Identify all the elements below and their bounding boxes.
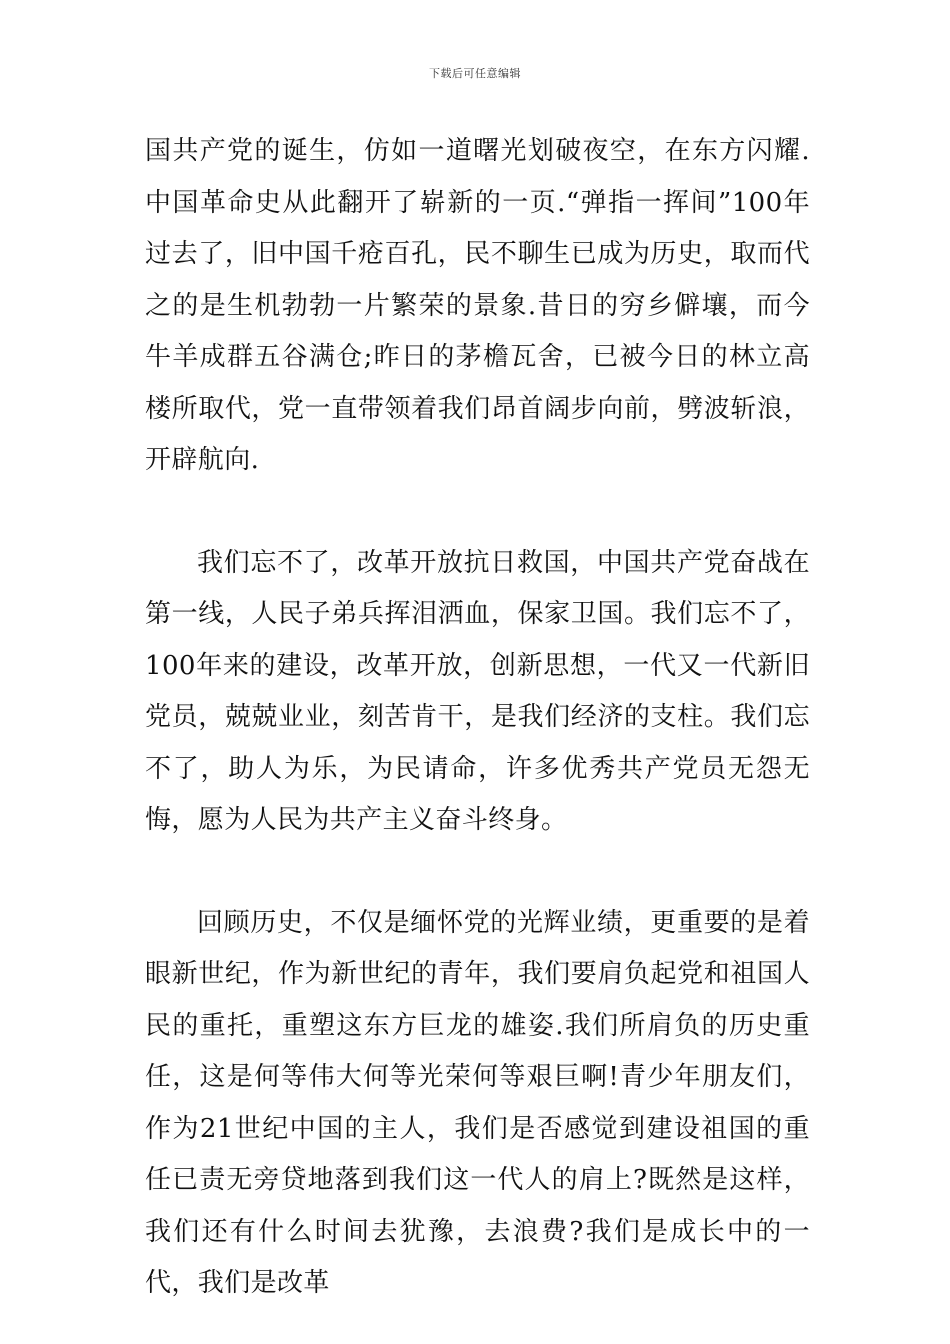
paragraph-3: 回顾历史，不仅是缅怀党的光辉业绩，更重要的是着眼新世纪，作为新世纪的青年，我们要肩负起党和祖国人民的重托，重塑这东方巨龙的雄姿.我们所肩负的历史重任，这是何等伟大何等光荣何等艰巨啊!青少年朋友们，作为21世纪中国的主人，我们是否感觉到建设祖国的重任已责无旁贷地落到我们这一代人的肩上?既然是这样，我们还有什么时间去犹豫，去浪费?我们是成长中的一代，我们是改革	[145, 907, 810, 1298]
page-header: 下载后可任意编辑	[429, 67, 521, 80]
paragraph-spacer	[145, 487, 810, 538]
paragraph-1: 国共产党的诞生，仿如一道曙光划破夜空，在东方闪耀.中国革命史从此翻开了崭新的一页.“弹指一挥间”100年过去了，旧中国千疮百孔，民不聊生已成为历史，取而代之的是生机勃勃一片繁荣的景象.昔日的穷乡僻壤，而今牛羊成群五谷满仓;昨日的茅檐瓦舍，已被今日的林立高楼所取代，党一直带领着我们昂首阔步向前，劈波斩浪，开辟航向.	[145, 136, 810, 475]
paragraph-spacer	[145, 847, 810, 898]
paragraph-2: 我们忘不了，改革开放抗日救国，中国共产党奋战在第一线，人民子弟兵挥泪洒血，保家卫国。我们忘不了，100年来的建设，改革开放，创新思想，一代又一代新旧党员，兢兢业业，刻苦肯干，是我们经济的支柱。我们忘不了，助人为乐，为民请命，许多优秀共产党员无怨无悔，愿为人民为共产主义奋斗终身。	[145, 547, 810, 835]
document-body	[145, 126, 810, 1310]
